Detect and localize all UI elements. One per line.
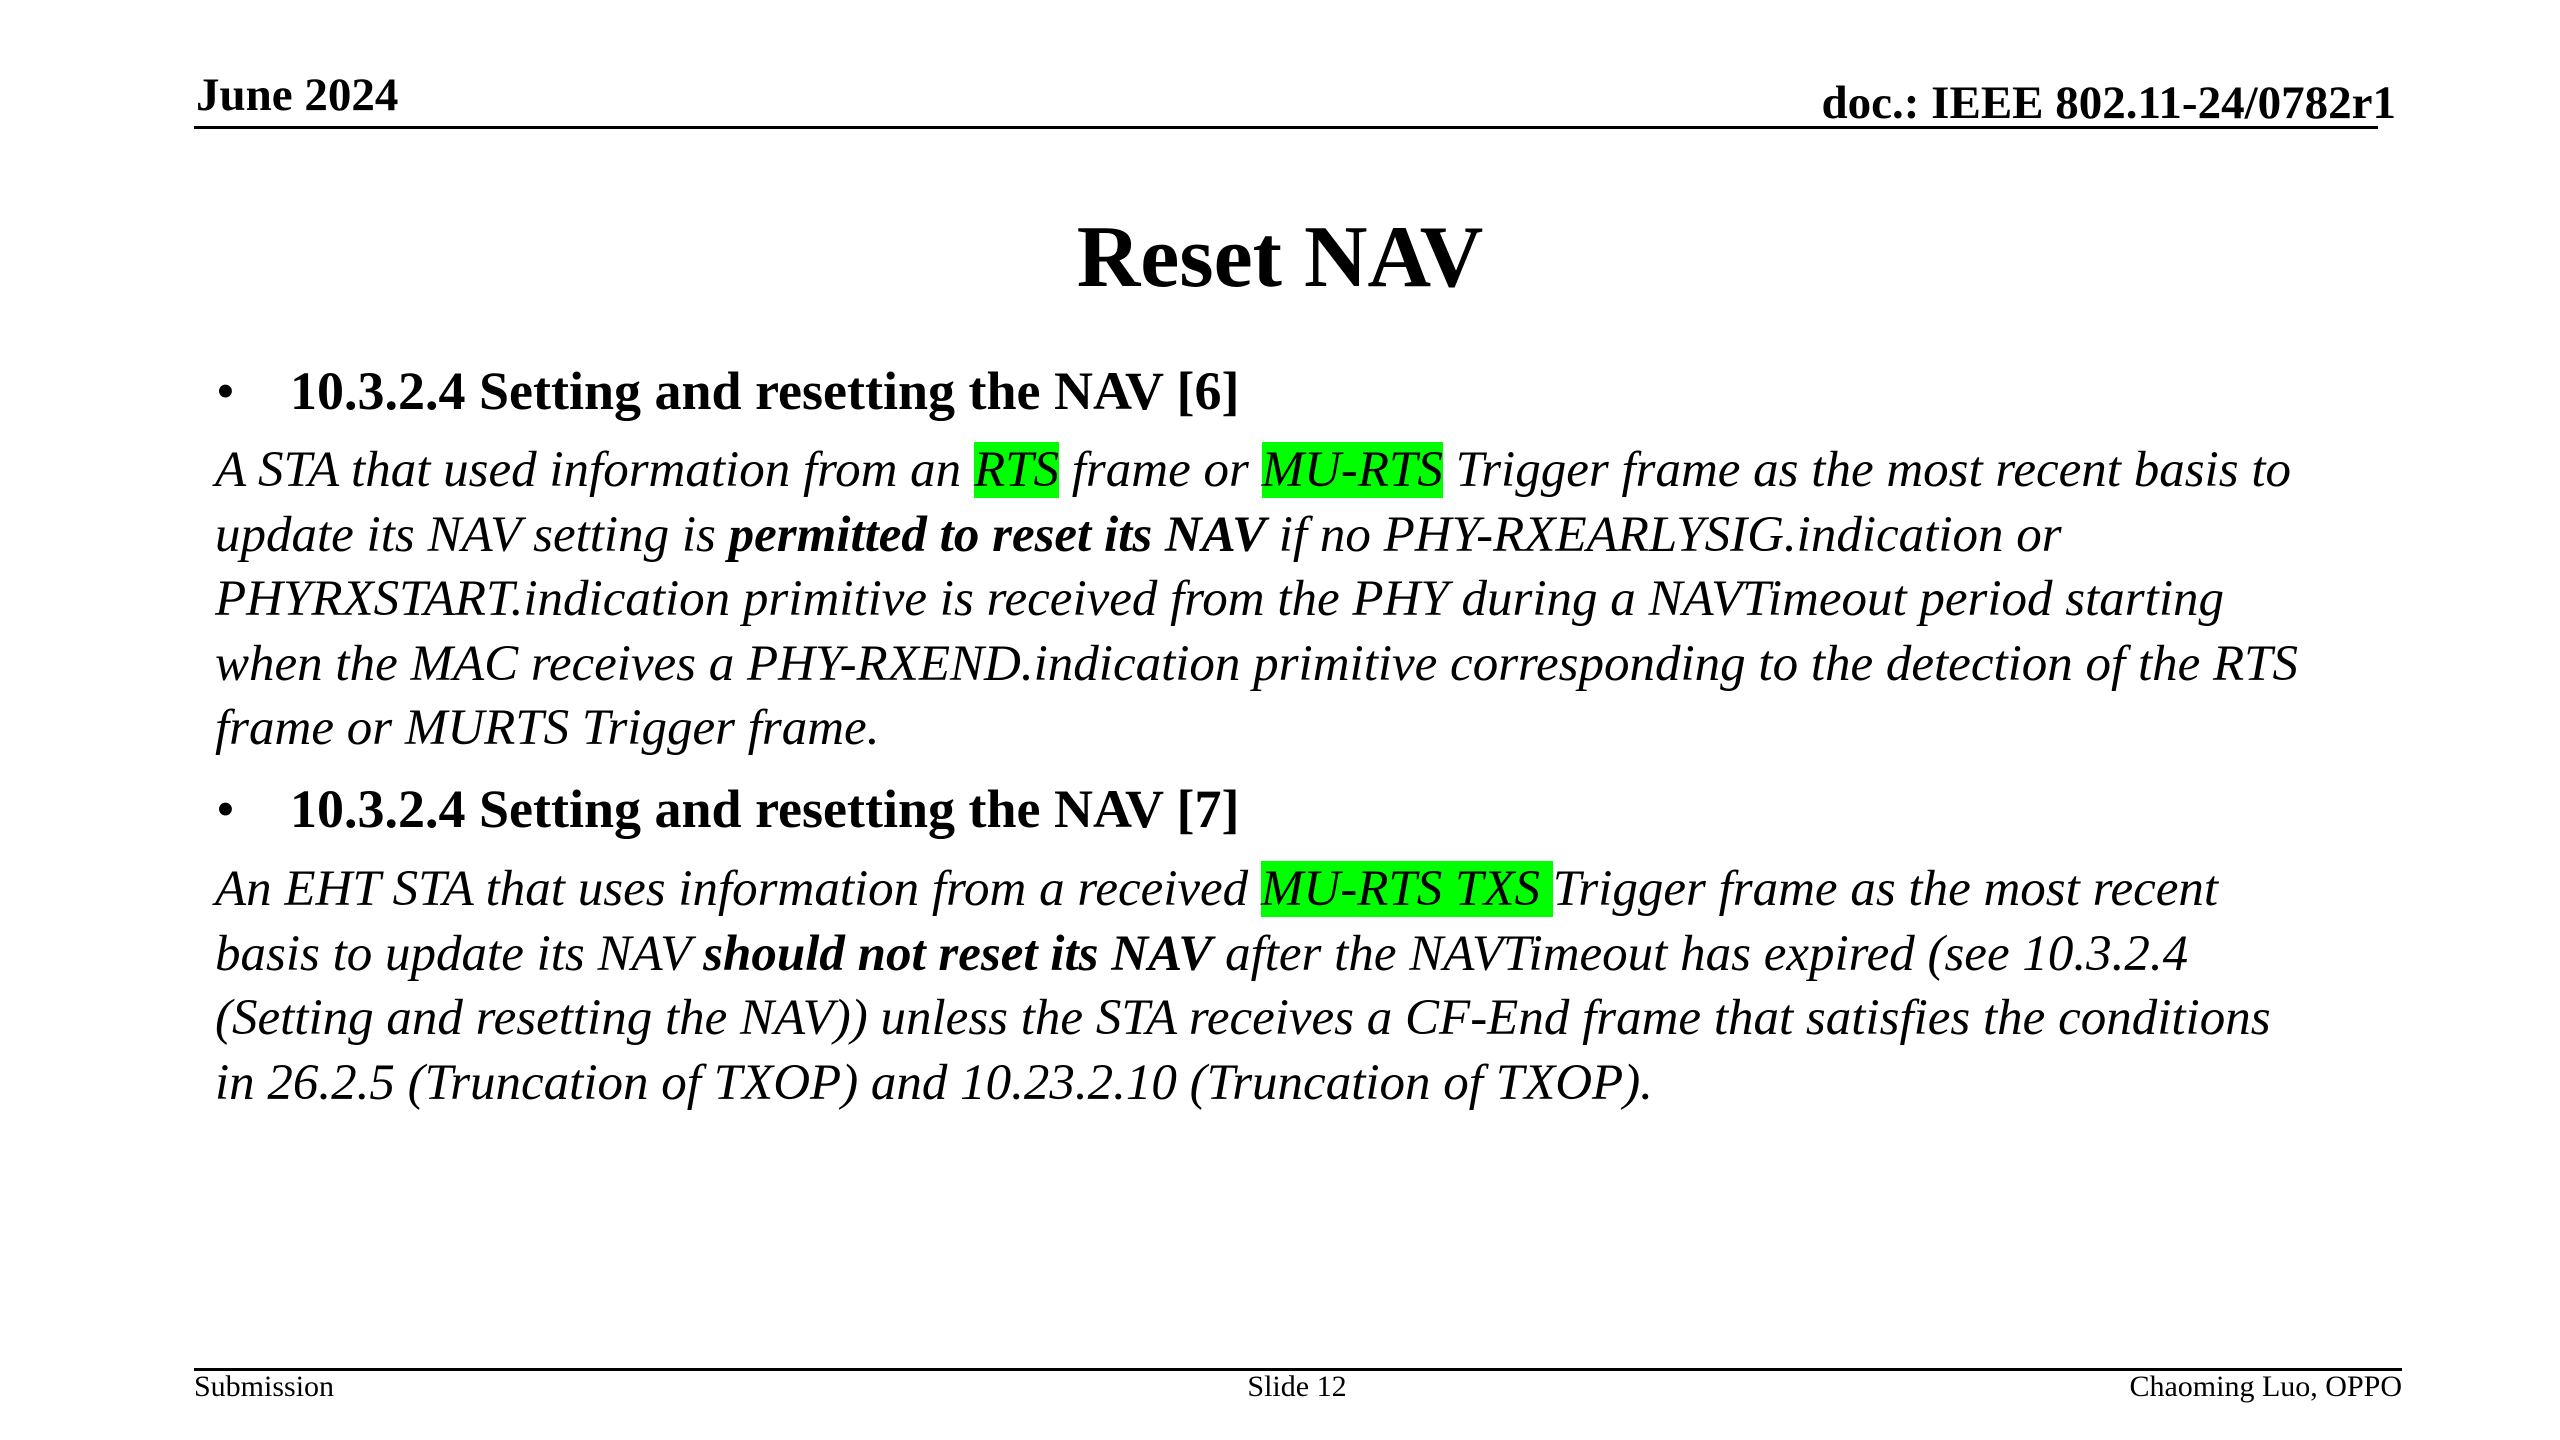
section-1-heading: [216, 362, 1240, 421]
paragraph-line: in 26.2.5 (Truncation of TXOP) and 10.23.2.10 (Truncation of TXOP).: [215, 1054, 1653, 1111]
highlight-rts: RTS: [973, 442, 1059, 498]
section-1-paragraph: [215, 438, 2545, 761]
header-doc-id: doc.: IEEE 802.11-24/0782r1: [1821, 77, 2396, 129]
text-run: frame or: [1058, 442, 1262, 498]
section-2-heading-text: 10.3.2.4 Setting and resetting the NAV [7]: [290, 779, 1240, 839]
text-run: after the NAVTimeout has expired (see 10.3.2.4: [1212, 925, 2189, 982]
text-run: A STA that used information from an: [215, 442, 974, 498]
bold-phrase: permitted to reset its NAV: [728, 506, 1266, 563]
bullet-icon: •: [216, 779, 235, 839]
text-run: An EHT STA that uses information from a received: [215, 861, 1261, 917]
bullet-icon: •: [216, 361, 235, 421]
header-date: June 2024: [196, 69, 399, 121]
paragraph-line: [215, 503, 2545, 568]
text-run: basis to update its NAV: [215, 925, 704, 982]
paragraph-line: PHYRXSTART.indication primitive is received from the PHY during a NAVTimeout period starting: [215, 571, 2224, 627]
paragraph-line: (Setting and resetting the NAV)) unless the STA receives a CF-End frame that satisfies the conditions: [215, 990, 2271, 1046]
slide-title: Reset NAV: [1076, 209, 1484, 306]
highlight-mu-rts: MU-RTS: [1261, 442, 1443, 498]
section-2-heading: [216, 780, 1240, 839]
paragraph-line: [215, 922, 2545, 987]
paragraph-line: when the MAC receives a PHY-RXEND.indication primitive corresponding to the detection of the RTS: [215, 635, 2299, 692]
footer-submission: Submission: [194, 1370, 335, 1403]
section-1-heading-text: 10.3.2.4 Setting and resetting the NAV [6]: [290, 361, 1240, 421]
section-2-paragraph: [215, 857, 2545, 1115]
text-run: Trigger frame as the most recent: [1552, 861, 2219, 917]
text-run: Trigger frame as the most recent basis to: [1442, 442, 2291, 498]
paragraph-line: frame or MURTS Trigger frame.: [215, 700, 880, 756]
footer-author: Chaoming Luo, OPPO: [2129, 1370, 2402, 1403]
text-run: if no PHY-RXEARLYSIG.indication or: [1266, 506, 2062, 563]
highlight-mu-rts-txs: MU-RTS TXS: [1260, 861, 1553, 917]
paragraph-line: [215, 438, 2545, 503]
paragraph-line: [215, 857, 2545, 922]
header-divider: [194, 126, 2378, 129]
bold-phrase: should not reset its NAV: [703, 925, 1213, 982]
text-run: update its NAV setting is: [215, 506, 729, 563]
footer-slide-number: Slide 12: [1247, 1370, 1347, 1403]
